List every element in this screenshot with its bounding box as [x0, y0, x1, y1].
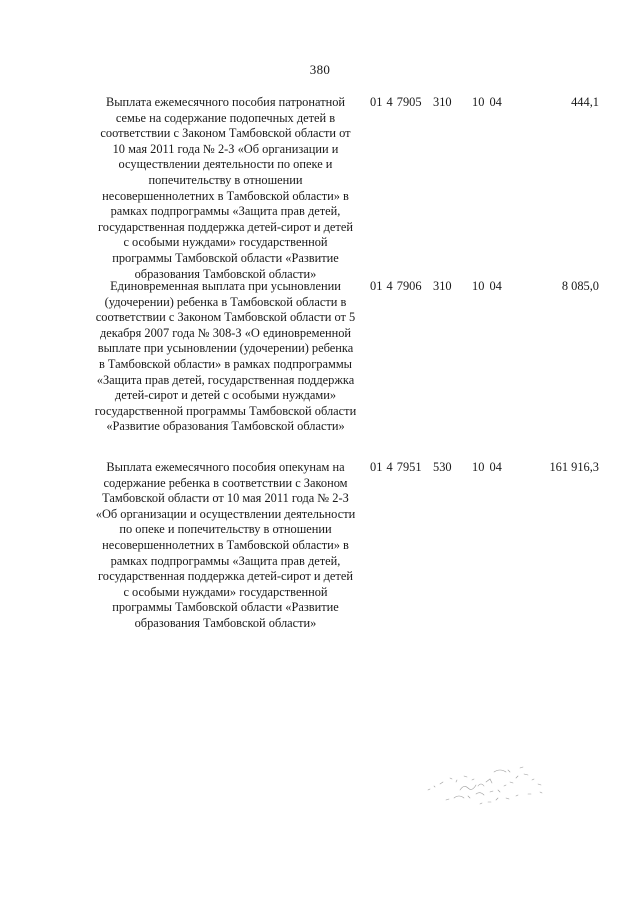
row-section: 10 04	[472, 279, 502, 293]
row-expense-type: 310	[433, 95, 452, 109]
row-target-code: 01 4 7905	[370, 95, 422, 109]
row-target-code: 01 4 7906	[370, 279, 422, 293]
row-section: 10 04	[472, 460, 502, 474]
row-description: Выплата ежемесячного пособия патронатной семье на содержание подопечных детей в соответствии с Законом Тамбовской области от 10 мая 2011 года № 2-З «Об организации и осуществлении деятельности по опеке и попечительству в отношении несовершеннолетних в Тамбовской области» в рамках подпрограммы «Защита прав детей, государственная поддержка детей-сирот и детей с особыми нуждами» государственной программы Тамбовской области «Развитие образования Тамбовской области»	[98, 95, 353, 281]
page-number: 380	[309, 62, 331, 77]
row-description: Выплата ежемесячного пособия опекунам на содержание ребенка в соответствии с Законом Тамбовской области от 10 мая 2011 года № 2-З «Об организации и осуществлении деятельности по опеке и попечительству в отношении несовершеннолетних в Тамбовской области» в рамках подпрограммы «Защита прав детей, государственная поддержка детей-сирот и детей с особыми нуждами» государственной программы Тамбовской области «Развитие образования Тамбовской области»	[95, 460, 356, 630]
signature-mark	[420, 760, 560, 810]
row-amount: 161 916,3	[549, 460, 599, 474]
row-target-code: 01 4 7951	[370, 460, 422, 474]
row-expense-type: 530	[433, 460, 452, 474]
row-description: Единовременная выплата при усыновлении (удочерении) ребенка в Тамбовской области в соответствии с Законом Тамбовской области от 5 декабря 2007 года № 308-З «О единовременной выплате при усыновлении (удочерении) ребенка в Тамбовской области» в рамках подпрограммы «Защита прав детей, государственная поддержка детей-сирот и детей с особыми нуждами» государственной программы Тамбовской области «Развитие образования Тамбовской области»	[94, 279, 357, 434]
row-amount: 444,1	[571, 95, 599, 109]
row-expense-type: 310	[433, 279, 452, 293]
row-section: 10 04	[472, 95, 502, 109]
row-amount: 8 085,0	[561, 279, 599, 293]
